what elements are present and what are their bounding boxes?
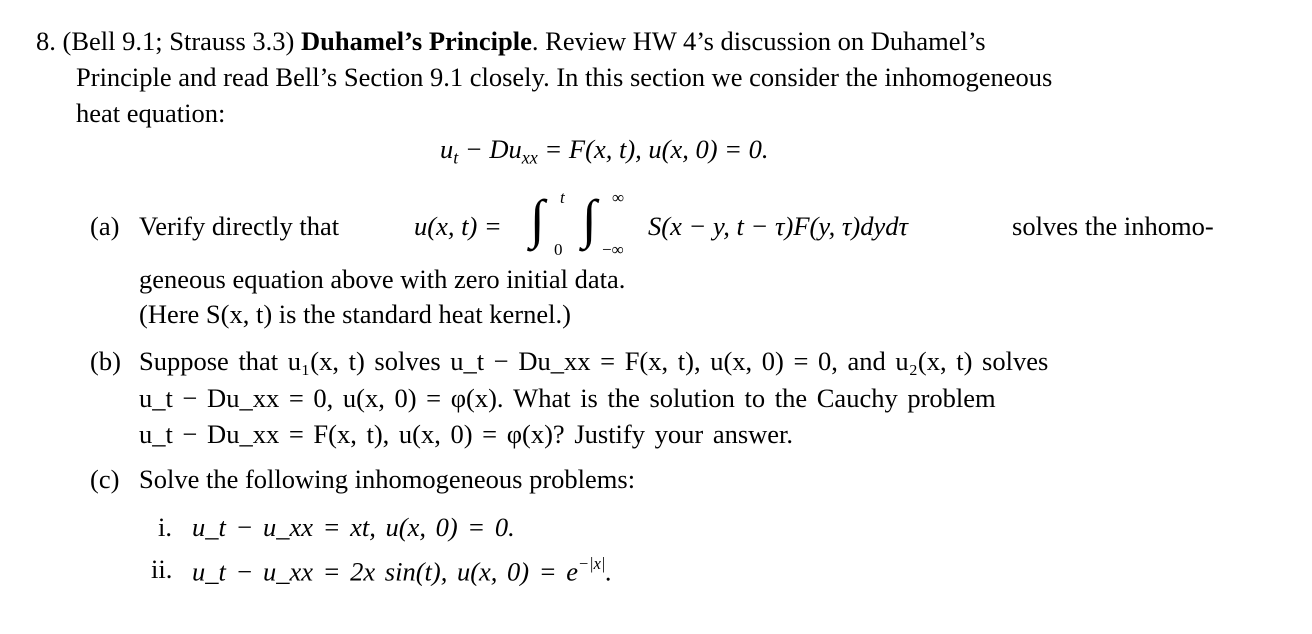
part-a-text-before: Verify directly that (139, 211, 340, 241)
part-a-integrand: S(x − y, t − τ)F(y, τ)dydτ (648, 211, 908, 241)
main-equation: $u_t - Du_{xx} = F(x$, t), u(x, 0) = 0. (440, 134, 769, 168)
part-a-label: (a) (90, 211, 120, 241)
part-b-line-1: Suppose that u₁(x, t) solves u_t − Du_xx = F(x, t), u(x, 0) = 0, and u₂(x, t) solves (139, 346, 1049, 376)
part-c-label: (c) (90, 464, 120, 494)
part-b-label: (b) (90, 346, 121, 376)
integral-sign-outer: ∫ (530, 189, 545, 249)
part-b-line-2: u_t − Du_xx = 0, u(x, 0) = φ(x). What is the solution to the Cauchy problem (139, 383, 996, 413)
part-c-item-ii-eq: u_t − u_xx = 2x sin(t), u(x, $0) = e^{-|x|}$. (192, 554, 613, 587)
intro-line-1: . Review HW 4’s discussion on Duhamel’s (531, 26, 986, 56)
part-c-text: Solve the following inhomogeneous problems: (139, 464, 636, 494)
problem-title: Duhamel’s Principle (301, 26, 532, 56)
part-c-item-ii-label: ii. (151, 554, 173, 584)
problem-number: 8. (36, 26, 56, 56)
part-a-text-after: solves the inhomo- (1012, 211, 1214, 241)
integral-sign-inner: ∫ (582, 189, 597, 249)
part-c-item-i-eq: u_t − u_xx = xt, u(x, 0) = 0. (192, 512, 515, 542)
part-a-line-2: geneous equation above with zero initial data. (139, 264, 626, 294)
part-b-line-3: u_t − Du_xx = F(x, t), u(x, 0) = φ(x)? Justify your answer. (139, 419, 794, 449)
part-a-line-3: (Here S(x, t) is the standard heat kernel.) (139, 299, 571, 329)
integral-lower-neginf: −∞ (602, 240, 624, 259)
part-a-lhs: u(x, t) = (414, 211, 502, 241)
integral-lower-0: 0 (554, 240, 563, 259)
integral-upper-t: t (560, 188, 565, 207)
double-integral (530, 188, 650, 268)
integral-upper-inf: ∞ (612, 188, 625, 207)
intro-line-2: Principle and read Bell’s Section 9.1 closely. In this section we consider the inhomogeneous (76, 62, 1053, 92)
exponent: −|x| (578, 554, 606, 573)
intro-line-3: heat equation: (76, 98, 226, 128)
part-c-item-i-label: i. (158, 512, 172, 542)
problem-header (36, 28, 986, 55)
problem-reference: (Bell 9.1; Strauss 3.3) (62, 26, 295, 56)
